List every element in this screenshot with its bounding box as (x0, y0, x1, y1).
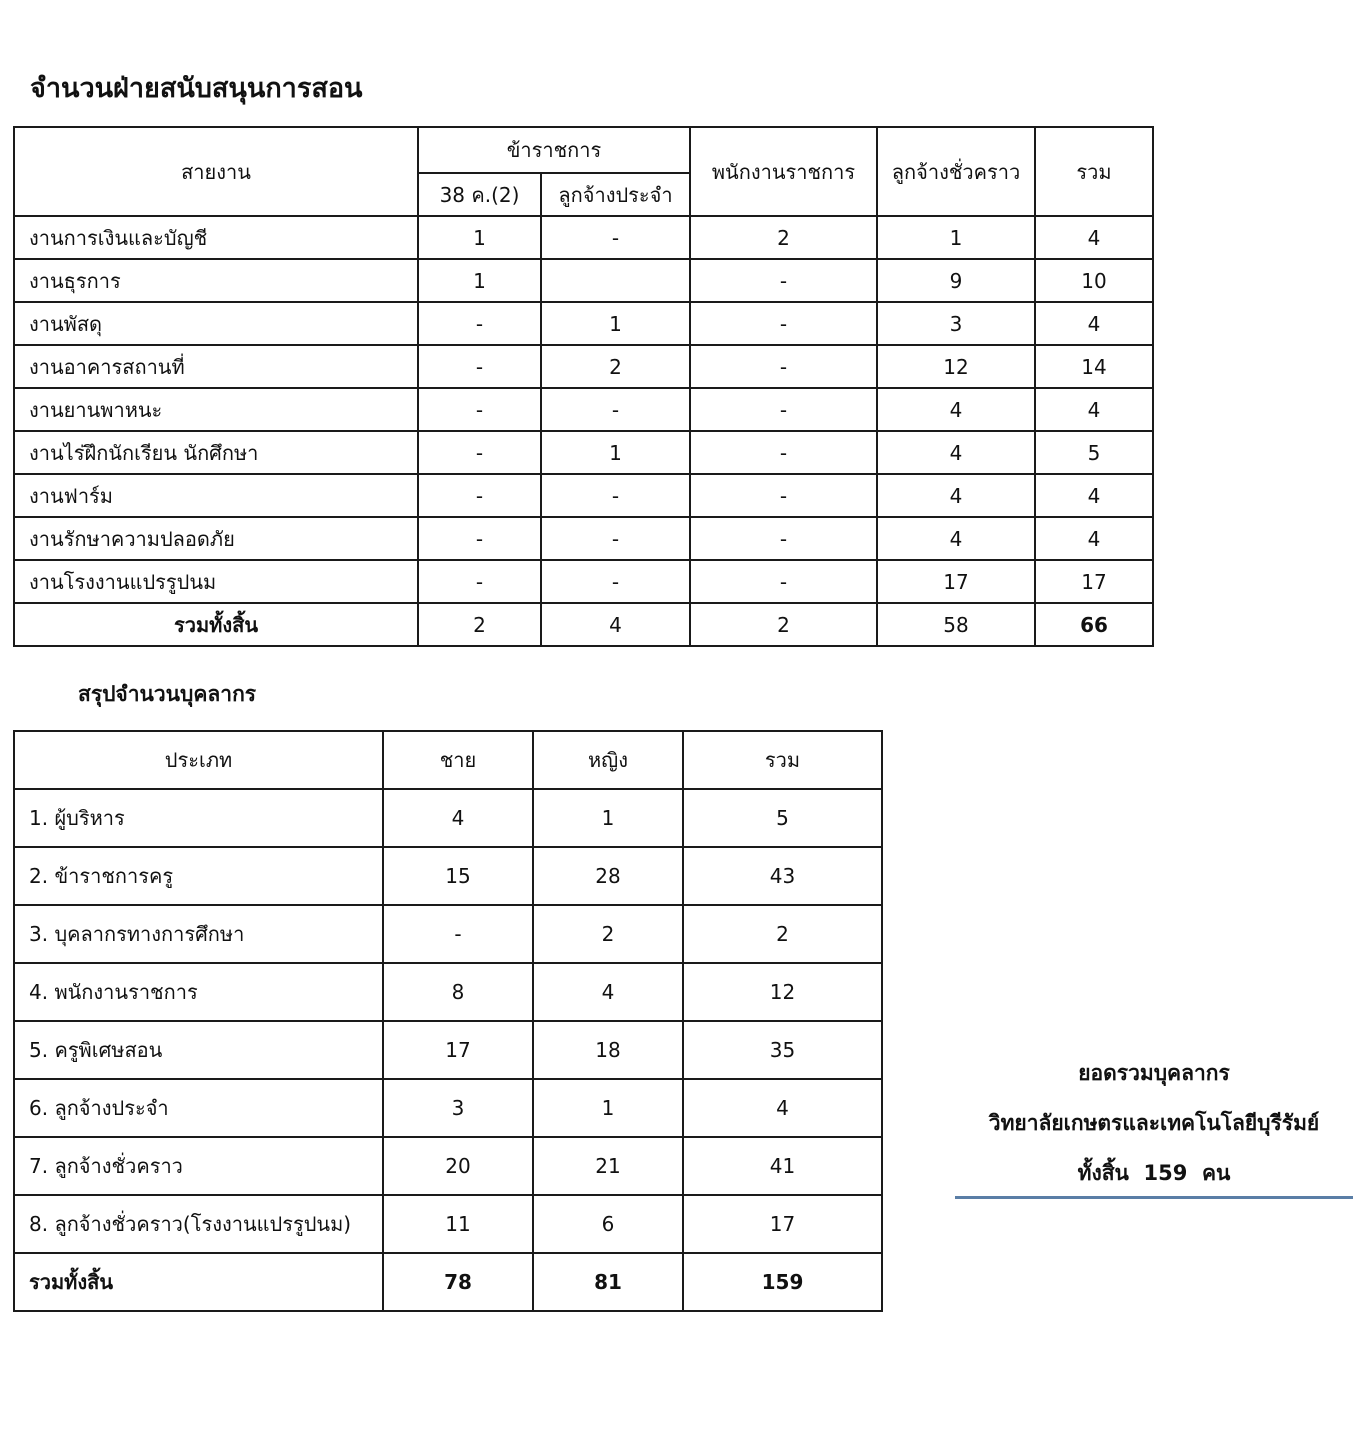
cell-female: 2 (533, 905, 683, 963)
cell-temporary: 4 (877, 474, 1035, 517)
row-label: งานการเงินและบัญชี (14, 216, 418, 259)
total-temporary: 58 (877, 603, 1035, 646)
total-box-heading: ยอดรวมบุคลากร (1078, 1061, 1230, 1085)
row-label: งานยานพาหนะ (14, 388, 418, 431)
page-title: จำนวนฝ่ายสนับสนุนการสอน (30, 73, 363, 104)
cell-female: 28 (533, 847, 683, 905)
header-department: สายงาน (14, 127, 418, 216)
cell-permanent: - (541, 216, 690, 259)
cell-female: 18 (533, 1021, 683, 1079)
row-label: 3. บุคลากรทางการศึกษา (14, 905, 383, 963)
cell-temporary: 17 (877, 560, 1035, 603)
header-government-employee: พนักงานราชการ (690, 127, 877, 216)
cell-total: 12 (683, 963, 882, 1021)
personnel-total-box (955, 1048, 1353, 1198)
cell-permanent: - (541, 388, 690, 431)
total-box-count: ทั้งสิ้น 159 คน (1077, 1161, 1231, 1185)
row-label: 4. พนักงานราชการ (14, 963, 383, 1021)
cell-38k2: - (418, 474, 541, 517)
row-label: งานฟาร์ม (14, 474, 418, 517)
table-row (14, 963, 882, 1021)
header-row (14, 731, 882, 789)
cell-government: - (690, 517, 877, 560)
cell-male: 15 (383, 847, 533, 905)
header-total: รวม (683, 731, 882, 789)
table-row (14, 216, 1153, 259)
cell-total: 35 (683, 1021, 882, 1079)
row-label: งานอาคารสถานที่ (14, 345, 418, 388)
header-civil-servant: ข้าราชการ (418, 127, 690, 173)
header-permanent: ลูกจ้างประจำ (541, 173, 690, 216)
cell-total: 4 (1035, 517, 1153, 560)
cell-government: - (690, 345, 877, 388)
cell-female: 1 (533, 789, 683, 847)
cell-38k2: - (418, 560, 541, 603)
table-row (14, 905, 882, 963)
cell-38k2: 1 (418, 259, 541, 302)
cell-government: 2 (690, 216, 877, 259)
row-label: 2. ข้าราชการครู (14, 847, 383, 905)
cell-total: 4 (1035, 302, 1153, 345)
cell-38k2: - (418, 517, 541, 560)
cell-permanent: 1 (541, 431, 690, 474)
total-male: 78 (383, 1253, 533, 1311)
row-label: 6. ลูกจ้างประจำ (14, 1079, 383, 1137)
grand-total-label: รวมทั้งสิ้น (14, 1253, 383, 1311)
header-female: หญิง (533, 731, 683, 789)
table-row (14, 1195, 882, 1253)
table-row (14, 560, 1153, 603)
row-label: งานธุรการ (14, 259, 418, 302)
personnel-summary-table (13, 730, 883, 1312)
row-label: งานโรงงานแปรรูปนม (14, 560, 418, 603)
cell-temporary: 4 (877, 388, 1035, 431)
row-label: 8. ลูกจ้างชั่วคราว(โรงงานแปรรูปนม) (14, 1195, 383, 1253)
total-all: 159 (683, 1253, 882, 1311)
cell-38k2: - (418, 302, 541, 345)
cell-temporary: 12 (877, 345, 1035, 388)
cell-38k2: - (418, 431, 541, 474)
table-row (14, 474, 1153, 517)
cell-permanent: - (541, 560, 690, 603)
support-staff-table (13, 126, 1154, 647)
cell-total: 17 (683, 1195, 882, 1253)
cell-total: 5 (683, 789, 882, 847)
table-row (14, 517, 1153, 560)
cell-temporary: 9 (877, 259, 1035, 302)
cell-male: 3 (383, 1079, 533, 1137)
grand-total-label: รวมทั้งสิ้น (14, 603, 418, 646)
cell-permanent: 2 (541, 345, 690, 388)
cell-male: 8 (383, 963, 533, 1021)
total-government: 2 (690, 603, 877, 646)
table-row (14, 1137, 882, 1195)
cell-total: 43 (683, 847, 882, 905)
cell-total: 2 (683, 905, 882, 963)
total-permanent: 4 (541, 603, 690, 646)
cell-permanent: 1 (541, 302, 690, 345)
header-temporary: ลูกจ้างชั่วคราว (877, 127, 1035, 216)
row-label: งานพัสดุ (14, 302, 418, 345)
total-38k2: 2 (418, 603, 541, 646)
cell-total: 41 (683, 1137, 882, 1195)
cell-female: 6 (533, 1195, 683, 1253)
total-box-college: วิทยาลัยเกษตรและเทคโนโลยีบุรีรัมย์ (988, 1111, 1320, 1135)
row-label: 5. ครูพิเศษสอน (14, 1021, 383, 1079)
table-row (14, 847, 882, 905)
cell-38k2: - (418, 345, 541, 388)
grand-total-row (14, 1253, 882, 1311)
cell-permanent: - (541, 517, 690, 560)
table-row (14, 302, 1153, 345)
cell-female: 1 (533, 1079, 683, 1137)
cell-government: - (690, 560, 877, 603)
table-row (14, 431, 1153, 474)
cell-total: 5 (1035, 431, 1153, 474)
header-38k2: 38 ค.(2) (418, 173, 541, 216)
cell-male: - (383, 905, 533, 963)
table-row (14, 388, 1153, 431)
table-row (14, 259, 1153, 302)
row-label: 1. ผู้บริหาร (14, 789, 383, 847)
divider-line (955, 1196, 1353, 1199)
cell-total: 4 (683, 1079, 882, 1137)
row-label: 7. ลูกจ้างชั่วคราว (14, 1137, 383, 1195)
cell-permanent: - (541, 474, 690, 517)
cell-38k2: - (418, 388, 541, 431)
total-all: 66 (1035, 603, 1153, 646)
cell-temporary: 3 (877, 302, 1035, 345)
table-row (14, 789, 882, 847)
cell-female: 21 (533, 1137, 683, 1195)
cell-38k2: 1 (418, 216, 541, 259)
cell-male: 20 (383, 1137, 533, 1195)
cell-temporary: 4 (877, 517, 1035, 560)
grand-total-row (14, 603, 1153, 646)
cell-temporary: 4 (877, 431, 1035, 474)
cell-temporary: 1 (877, 216, 1035, 259)
cell-male: 4 (383, 789, 533, 847)
cell-total: 4 (1035, 474, 1153, 517)
table-row (14, 1079, 882, 1137)
cell-government: - (690, 388, 877, 431)
cell-female: 4 (533, 963, 683, 1021)
total-female: 81 (533, 1253, 683, 1311)
row-label: งานไร่ฝึกนักเรียน นักศึกษา (14, 431, 418, 474)
cell-male: 17 (383, 1021, 533, 1079)
table-row (14, 345, 1153, 388)
cell-government: - (690, 431, 877, 474)
cell-government: - (690, 302, 877, 345)
row-label: งานรักษาความปลอดภัย (14, 517, 418, 560)
cell-total: 14 (1035, 345, 1153, 388)
cell-permanent (541, 259, 690, 302)
header-type: ประเภท (14, 731, 383, 789)
cell-government: - (690, 474, 877, 517)
cell-total: 10 (1035, 259, 1153, 302)
cell-total: 4 (1035, 216, 1153, 259)
cell-male: 11 (383, 1195, 533, 1253)
header-male: ชาย (383, 731, 533, 789)
cell-total: 4 (1035, 388, 1153, 431)
summary-caption: สรุปจำนวนบุคลากร (78, 682, 257, 706)
cell-total: 17 (1035, 560, 1153, 603)
header-total: รวม (1035, 127, 1153, 216)
cell-government: - (690, 259, 877, 302)
table-row (14, 1021, 882, 1079)
